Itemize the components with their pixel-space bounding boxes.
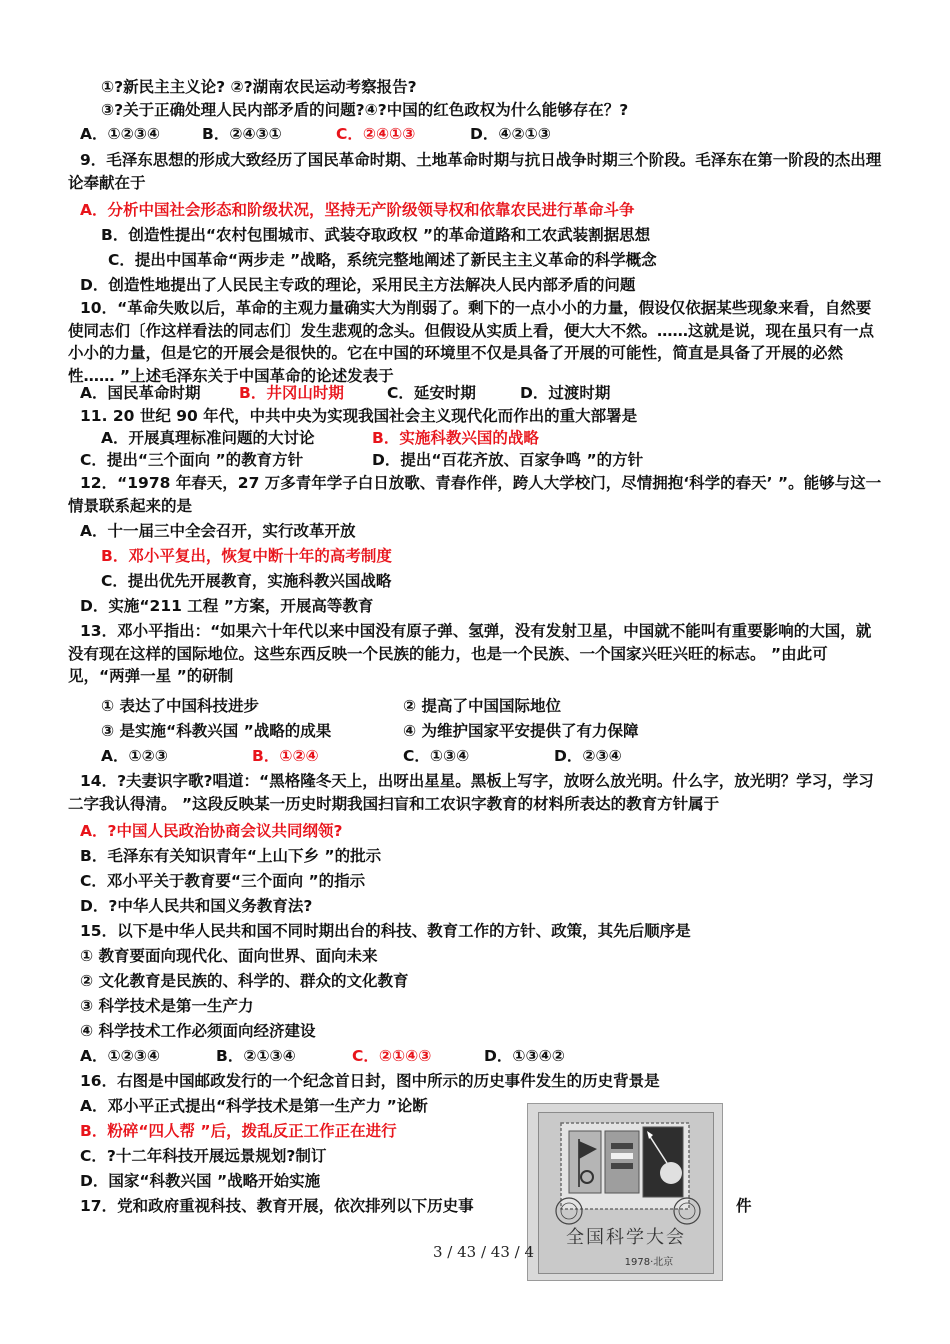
q10-option-c: C．延安时期 [387, 384, 476, 402]
q17-stem-tail: 件 [736, 1197, 752, 1215]
q14-option-c: C．邓小平关于教育要“三个面向 ”的指示 [80, 872, 366, 890]
q15-option-c-answer: C．②①④③ [352, 1047, 432, 1065]
q10-option-b-answer: B．井冈山时期 [239, 384, 344, 402]
q12-stem: 12．“1978 年春天，27 万多青年学子白日放歌、青春作伴，跨人大学校门，尽情拥抱‘科学的春天’ ”。能够与这一情景联系起来的是 [68, 474, 882, 515]
q15-statement-1: ① 教育要面向现代化、面向世界、面向未来 [80, 947, 378, 965]
q17-stem: 17．党和政府重视科技、教育开展，依次排列以下历史事 [80, 1197, 474, 1215]
q8-option-b: B．②④③① [202, 125, 282, 143]
page-number: 3 / 43 / 43 / 4 [433, 1243, 535, 1261]
q10-stem: 10．“革命失败以后，革命的主观力量确实大为削弱了。剩下的一点小小的力量，假设仅依据某些现象来看，自然要使同志们〔作这样看法的同志们〕发生悲观的念头。但假设从实质上看，便大大不然。……这就是说，现在虽只有一点小小的力量，但是它的开展会是很快的。它在中国的环境里不仅是具备了开展的可能性，简直是具备了开展的必然性…… ”上述毛泽东关于中国革命的论述发表于 [68, 299, 875, 385]
q12-option-d: D．实施“211 工程 ”方案，开展高等教育 [80, 597, 374, 615]
q12-option-b-answer: B．邓小平复出，恢复中断十年的高考制度 [101, 547, 392, 565]
q9-option-c: C．提出中国革命“两步走 ”战略，系统完整地阐述了新民主主义革命的科学概念 [108, 251, 657, 269]
q15-statement-4: ④ 科学技术工作必须面向经济建设 [80, 1022, 316, 1040]
q8-option-d: D．④②①③ [470, 125, 551, 143]
q9-option-b: B．创造性提出“农村包围城市、武装夺取政权 ”的革命道路和工农武装割据思想 [101, 226, 651, 244]
q11-option-c: C．提出“三个面向 ”的教育方针 [80, 451, 304, 469]
first-day-cover-image [527, 1103, 723, 1281]
q11-option-d: D．提出“百花齐放、百家争鸣 ”的方针 [372, 451, 644, 469]
q15-statement-2: ② 文化教育是民族的、科学的、群众的文化教育 [80, 972, 409, 990]
cover-subtitle: 1978·北京 [624, 1257, 674, 1268]
q13-option-d: D．②③④ [554, 747, 622, 765]
q11-stem: 11. 20 世纪 90 年代，中共中央为实现我国社会主义现代化而作出的重大部署是 [80, 407, 638, 425]
stripe-3 [611, 1163, 633, 1169]
q15-statement-3: ③ 科学技术是第一生产力 [80, 997, 254, 1015]
q10-option-a: A．国民革命时期 [80, 384, 201, 402]
q16-option-b-answer: B．粉碎“四人帮 ”后，拨乱反正工作正在进行 [80, 1122, 397, 1140]
q8-items-line1: ①?新民主主义论? ②?湖南农民运动考察报告? [101, 78, 417, 96]
stamp-artwork [539, 1113, 713, 1273]
cover-title: 全国科学大会 [566, 1227, 686, 1248]
q16-option-d: D．国家“科教兴国 ”战略开始实施 [80, 1172, 321, 1190]
q13-option-a: A．①②③ [101, 747, 168, 765]
q14-option-a-answer: A．?中国人民政治协商会议共同纲领? [80, 822, 343, 840]
q9-option-a-answer: A．分析中国社会形态和阶级状况，坚持无产阶级领导权和依靠农民进行革命斗争 [80, 201, 635, 219]
q13-option-c: C．①③④ [403, 747, 470, 765]
q15-stem: 15．以下是中华人民共和国不同时期出台的科技、教育工作的方针、政策，其先后顺序是 [80, 922, 691, 940]
q13-stem: 13．邓小平指出：“如果六十年代以来中国没有原子弹、氢弹，没有发射卫星，中国就不能叫有重要影响的大国，就没有现在这样的国际地位。这些东西反映一个民族的能力，也是一个民族、一个国家兴旺兴旺的标志。 ”由此可见，“两弹一星 ”的研制 [68, 622, 872, 685]
q10-option-d: D．过渡时期 [520, 384, 611, 402]
q14-option-b: B．毛泽东有关知识青年“上山下乡 ”的批示 [80, 847, 382, 865]
q11-option-a: A．开展真理标准问题的大讨论 [101, 429, 315, 447]
q13-statement-1: ① 表达了中国科技进步 [101, 697, 260, 715]
q8-option-a: A．①②③④ [80, 125, 160, 143]
q15-option-d: D．①③④② [484, 1047, 565, 1065]
q13-statement-2: ② 提高了中国国际地位 [403, 697, 562, 715]
q9-option-d: D．创造性地提出了人民民主专政的理论，采用民主方法解决人民内部矛盾的问题 [80, 276, 636, 294]
q16-option-c: C．?十二年科技开展远景规划?制订 [80, 1147, 327, 1165]
q12-option-c: C．提出优先开展教育，实施科教兴国战略 [101, 572, 392, 590]
q13-statement-3: ③ 是实施“科教兴国 ”战略的成果 [101, 722, 332, 740]
stamp-sheet [538, 1112, 714, 1274]
stripe-1 [611, 1143, 633, 1149]
q14-option-d: D．?中华人民共和国义务教育法? [80, 897, 313, 915]
q15-option-b: B．②①③④ [216, 1047, 296, 1065]
stamp-middle [605, 1131, 639, 1193]
q13-statement-4: ④ 为维护国家平安提供了有力保障 [403, 722, 639, 740]
q8-option-c-answer: C．②④①③ [336, 125, 416, 143]
q14-stem: 14．?夫妻识字歌?唱道：“黑格隆冬天上，出呀出星星。黑板上写字，放呀么放光明。什么字，放光明？学习，学习二字我认得清。 ”这段反映某一历史时期我国扫盲和工农识字教育的材料所表达的教育方针属于 [68, 772, 874, 813]
stripe-2 [611, 1153, 633, 1159]
q16-option-a: A．邓小平正式提出“科学技术是第一生产力 ”论断 [80, 1097, 428, 1115]
q13-option-b-answer: B．①②④ [252, 747, 319, 765]
q8-items-line2: ③?关于正确处理人民内部矛盾的问题?④?中国的红色政权为什么能够存在？? [101, 101, 629, 119]
q9-stem: 9．毛泽东思想的形成大致经历了国民革命时期、土地革命时期与抗日战争时期三个阶段。毛泽东在第一阶段的杰出理论奉献在于 [68, 151, 882, 192]
q15-option-a: A．①②③④ [80, 1047, 160, 1065]
q16-stem: 16．右图是中国邮政发行的一个纪念首日封，图中所示的历史事件发生的历史背景是 [80, 1072, 660, 1090]
q12-option-a: A．十一届三中全会召开，实行改革开放 [80, 522, 356, 540]
globe-icon [660, 1162, 682, 1184]
q11-option-b-answer: B．实施科教兴国的战略 [372, 429, 539, 447]
